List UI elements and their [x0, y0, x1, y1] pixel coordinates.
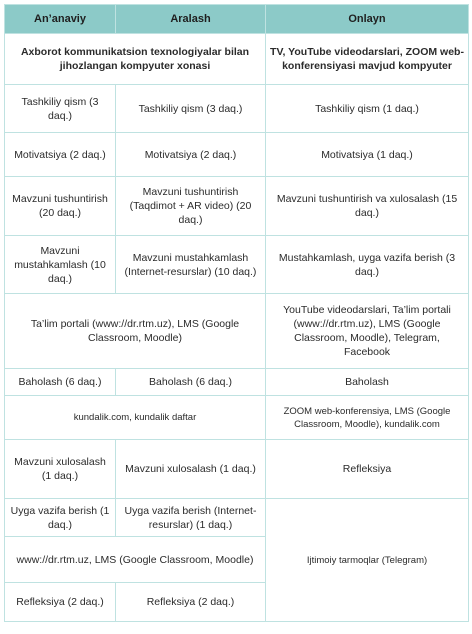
- header-traditional: An’anaviy: [5, 5, 116, 34]
- cell-mustahkamlash-online: Mustahkamlash, uyga vazifa berish (3 daq.): [266, 236, 469, 294]
- header-online: Onlayn: [266, 5, 469, 34]
- cell-xulosalash-traditional: Mavzuni xulosalash (1 daq.): [5, 440, 116, 499]
- lesson-comparison-table: [4, 4, 469, 622]
- cell-tushuntirish-online: Mavzuni tushuntirish va xulosalash (15 daq.): [266, 177, 469, 236]
- cell-refleksiya-online: Refleksiya: [266, 440, 469, 499]
- cell-xulosalash-mixed: Mavzuni xulosalash (1 daq.): [116, 440, 266, 499]
- equipment-online: TV, YouTube videodarslari, ZOOM web-konferensiyasi mavjud kompyuter: [266, 34, 469, 85]
- cell-resurslar-online: YouTube videodarslari, Ta’lim portali (www://dr.rtm.uz), LMS (Google Classroom, Moodle), Telegram, Facebook: [266, 294, 469, 369]
- cell-tashkiliy-mixed: Tashkiliy qism (3 daq.): [116, 85, 266, 133]
- cell-baholash-traditional: Baholash (6 daq.): [5, 369, 116, 396]
- cell-refleksiya-mixed: Refleksiya (2 daq.): [116, 583, 266, 622]
- cell-tushuntirish-mixed: Mavzuni tushuntirish (Taqdimot + AR video) (20 daq.): [116, 177, 266, 236]
- cell-resurslar-traditional-mixed: Ta’lim portali (www://dr.rtm.uz), LMS (Google Classroom, Moodle): [5, 294, 266, 369]
- cell-ijtimoiy-tarmoqlar-online: Ijtimoiy tarmoqlar (Telegram): [266, 499, 469, 622]
- table-row: [5, 440, 469, 499]
- cell-baholash-vosita-online: ZOOM web-konferensiya, LMS (Google Classroom, Moodle), kundalik.com: [266, 396, 469, 440]
- table-row: [5, 34, 469, 85]
- cell-uyga-vazifa-traditional: Uyga vazifa berish (1 daq.): [5, 499, 116, 537]
- equipment-traditional-mixed: Axborot kommunikatsion texnologiyalar bilan jihozlangan kompyuter xonasi: [5, 34, 266, 85]
- cell-refleksiya-traditional: Refleksiya (2 daq.): [5, 583, 116, 622]
- table-row: [5, 369, 469, 396]
- cell-mustahkamlash-traditional: Mavzuni mustahkamlash (10 daq.): [5, 236, 116, 294]
- table-row: [5, 85, 469, 133]
- cell-uyga-vazifa-mixed: Uyga vazifa berish (Internet-resurslar) (1 daq.): [116, 499, 266, 537]
- table-row: [5, 177, 469, 236]
- table-row: [5, 294, 469, 369]
- cell-motivatsiya-online: Motivatsiya (1 daq.): [266, 133, 469, 177]
- table-row: [5, 499, 469, 537]
- cell-tashkiliy-traditional: Tashkiliy qism (3 daq.): [5, 85, 116, 133]
- cell-motivatsiya-traditional: Motivatsiya (2 daq.): [5, 133, 116, 177]
- cell-baholash-online: Baholash: [266, 369, 469, 396]
- cell-baholash-vosita-traditional-mixed: kundalik.com, kundalik daftar: [5, 396, 266, 440]
- header-mixed: Aralash: [116, 5, 266, 34]
- cell-baholash-mixed: Baholash (6 daq.): [116, 369, 266, 396]
- cell-portal-traditional-mixed: www://dr.rtm.uz, LMS (Google Classroom, Moodle): [5, 537, 266, 583]
- cell-mustahkamlash-mixed: Mavzuni mustahkamlash (Internet-resurslar) (10 daq.): [116, 236, 266, 294]
- cell-tushuntirish-traditional: Mavzuni tushuntirish (20 daq.): [5, 177, 116, 236]
- table-row: [5, 236, 469, 294]
- table-row: [5, 133, 469, 177]
- table-header-row: [5, 5, 469, 34]
- cell-tashkiliy-online: Tashkiliy qism (1 daq.): [266, 85, 469, 133]
- cell-motivatsiya-mixed: Motivatsiya (2 daq.): [116, 133, 266, 177]
- table-row: [5, 396, 469, 440]
